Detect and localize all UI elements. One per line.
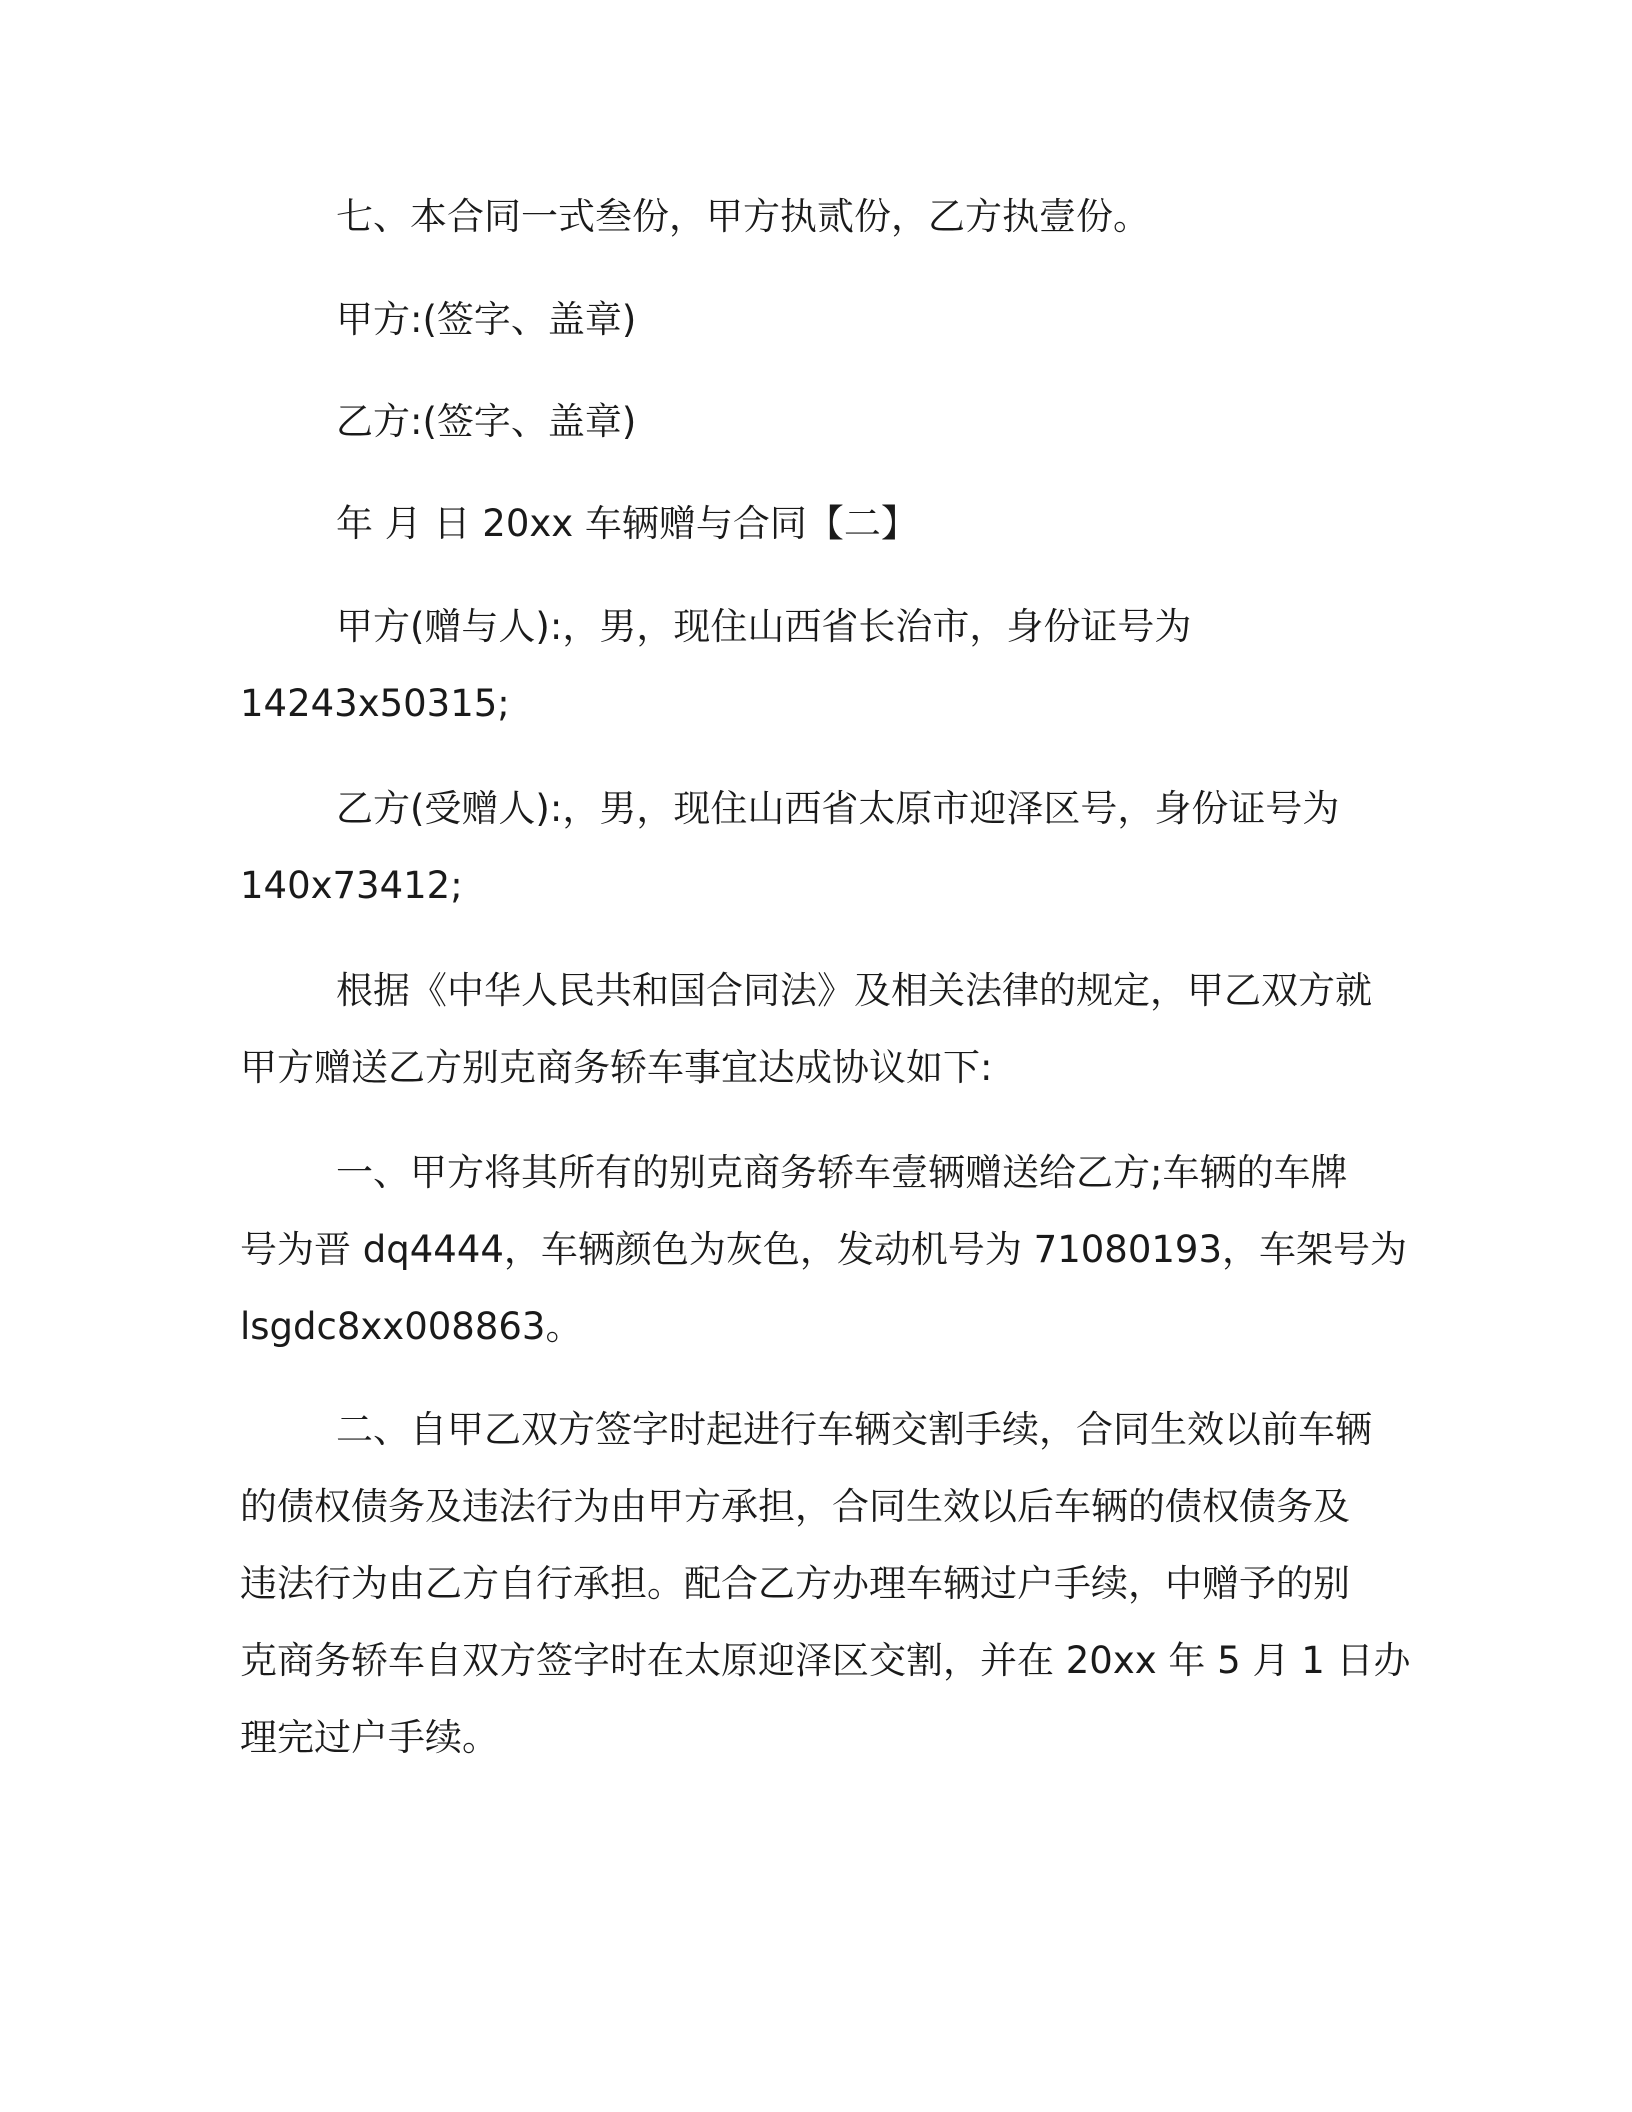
party-a-signature-line-1: 甲方:(签字、盖章)	[336, 298, 637, 341]
preamble-line-1: 根据《中华人民共和国合同法》及相关法律的规定，甲乙双方就	[336, 969, 1372, 1012]
party-a-donor	[240, 588, 1380, 742]
party-b-donee-line-2: 140x73412;	[240, 864, 463, 907]
party-b-signature	[240, 383, 1380, 460]
contract-two-heading	[240, 485, 1380, 562]
party-a-donor-line-1: 甲方(赠与人):，男，现住山西省长治市，身份证号为	[336, 605, 1192, 648]
clause-seven	[240, 178, 1380, 255]
preamble	[240, 952, 1380, 1106]
clause-one-line-2: 号为晋 dq4444，车辆颜色为灰色，发动机号为 71080193，车架号为	[240, 1228, 1407, 1271]
clause-seven-line-1: 七、本合同一式叁份，甲方执贰份，乙方执壹份。	[336, 195, 1150, 238]
clause-two-line-5: 理完过户手续。	[240, 1716, 499, 1759]
clause-two-line-3: 违法行为由乙方自行承担。配合乙方办理车辆过户手续，中赠予的别	[240, 1562, 1350, 1605]
clause-two-line-1: 二、自甲乙双方签字时起进行车辆交割手续，合同生效以前车辆	[336, 1408, 1372, 1451]
clause-two	[240, 1391, 1411, 1776]
party-a-signature	[240, 281, 1380, 358]
party-a-donor-line-2: 14243x50315;	[240, 682, 510, 725]
preamble-line-2: 甲方赠送乙方别克商务轿车事宜达成协议如下:	[240, 1046, 993, 1089]
clause-two-line-2: 的债权债务及违法行为由甲方承担，合同生效以后车辆的债权债务及	[240, 1485, 1350, 1528]
clause-one-line-1: 一、甲方将其所有的别克商务轿车壹辆赠送给乙方;车辆的车牌	[336, 1151, 1348, 1194]
party-b-donee	[240, 770, 1380, 924]
party-b-donee-line-1: 乙方(受赠人):，男，现住山西省太原市迎泽区号，身份证号为	[336, 787, 1340, 830]
clause-one	[240, 1134, 1407, 1365]
clause-two-line-4: 克商务轿车自双方签字时在太原迎泽区交割，并在 20xx 年 5 月 1 日办	[240, 1639, 1411, 1682]
contract-two-heading-line-1: 年 月 日 20xx 车辆赠与合同【二】	[336, 502, 918, 545]
party-b-signature-line-1: 乙方:(签字、盖章)	[336, 400, 637, 443]
clause-one-line-3: lsgdc8xx008863。	[240, 1305, 583, 1348]
